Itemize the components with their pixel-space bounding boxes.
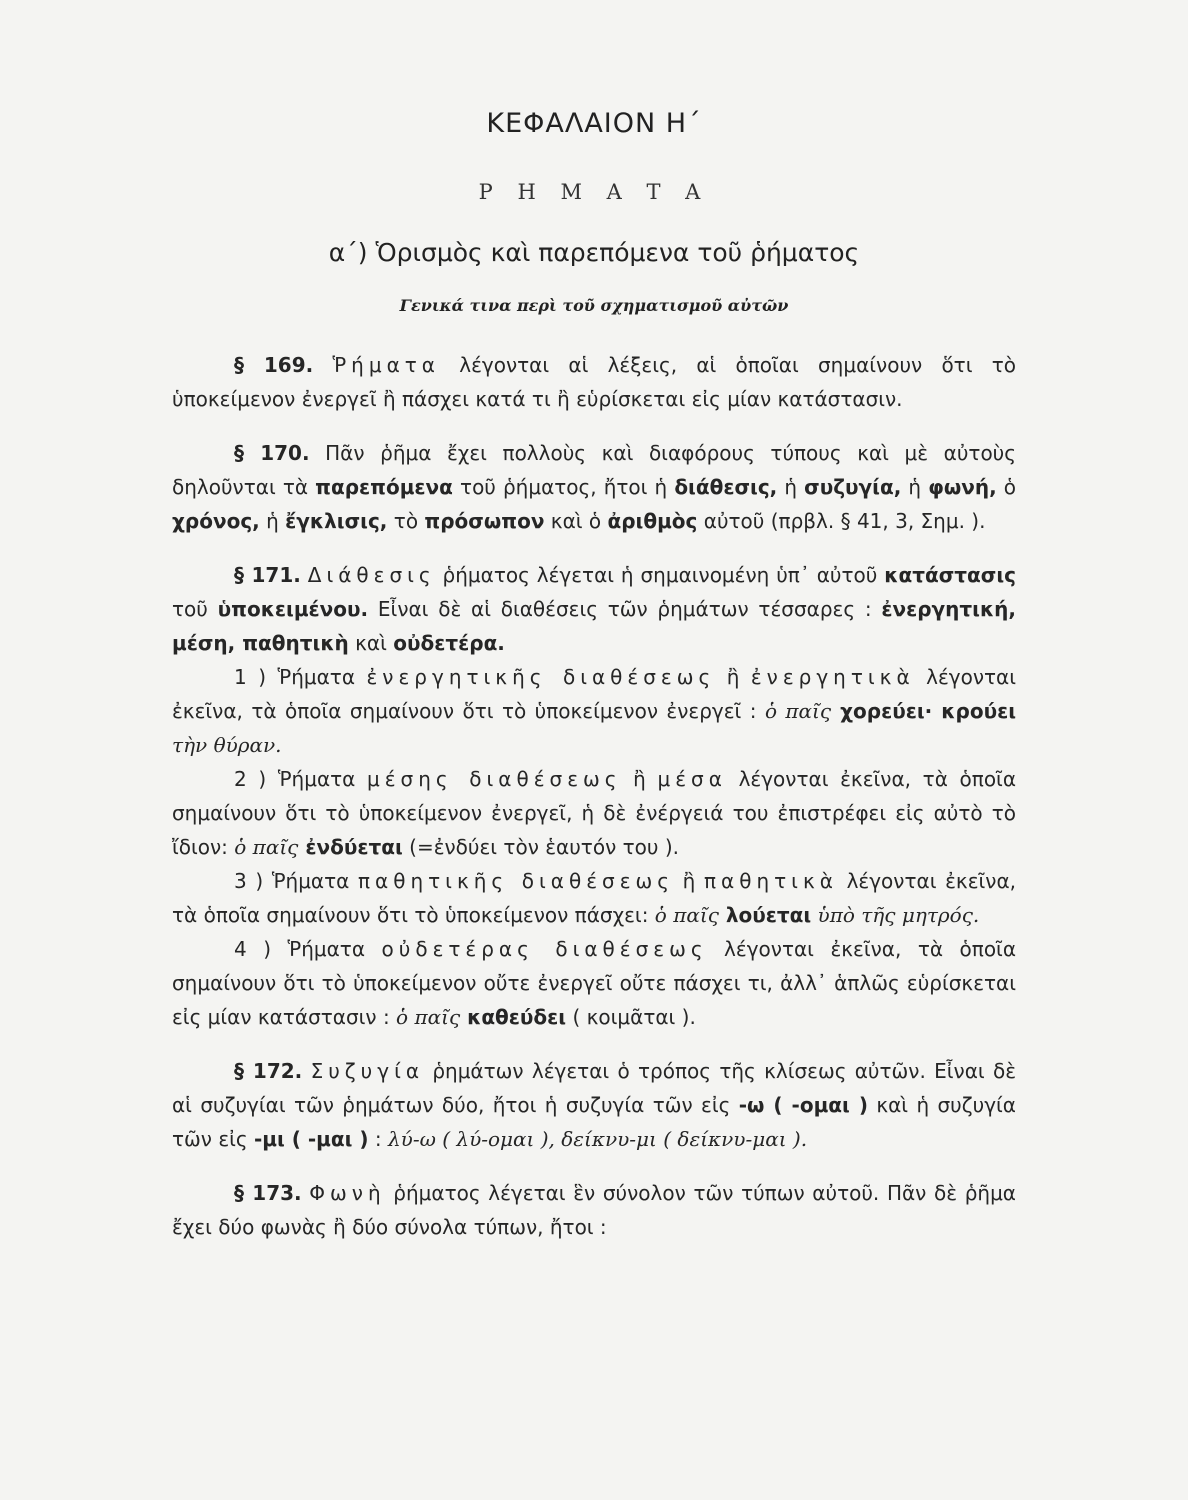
paragraph-text: λέγονται ἐκεῖνα, τὰ ὁποῖα σημαίνουν ὅτι τὸ ὑποκείμενον ἐνεργεῖ, ἡ δὲ ἐνέργειά του ἐπιστρέφει εἰς αὐτὸ τὸ ἴδιον: bbox=[172, 767, 1017, 859]
paragraph-text: λέγονται αἱ λέξεις, αἱ ὁποῖαι σημαίνουν ὅτι τὸ ὑποκείμενον ἐνεργεῖ ἢ πάσχει κατά τι ἢ εὑρίσκεται εἰς μίαν κατάστασιν. bbox=[172, 353, 1017, 411]
bold-term: συζυγία, bbox=[804, 475, 902, 499]
bold-term: -ω ( -ομαι ) bbox=[738, 1093, 868, 1117]
bold-term: χορεύει· κρούει bbox=[831, 699, 1016, 723]
paragraph-text: τὸ bbox=[387, 509, 425, 533]
paragraph-text: Εἶναι δὲ αἱ διαθέσεις τῶν ῥημάτων τέσσαρες : bbox=[368, 597, 882, 621]
paragraph-text: καὶ ἡ συζυγία τῶν εἰς bbox=[172, 1093, 1016, 1151]
bold-term: ἐνεργητική, μέση, παθητικὴ bbox=[172, 597, 1016, 655]
paragraph-text: λέγονται ἐκεῖνα, τὰ ὁποῖα σημαίνουν ὅτι τὸ ὑποκείμενον οὔτε ἐνεργεῖ οὔτε πάσχει τι, ἀλλ᾽ ἁπλῶς εὑρίσκεται εἰς μίαν κατάστασιν : bbox=[172, 937, 1017, 1029]
bold-term: ὑποκειμένου. bbox=[217, 597, 369, 621]
italic-example: ὁ παῖς bbox=[396, 1005, 461, 1029]
section-number: § 170. bbox=[234, 441, 310, 465]
spaced-term: ἐνεργητικῆς διαθέσεως bbox=[366, 665, 716, 689]
italic-example: ὑπὸ τῆς μητρός. bbox=[811, 903, 980, 927]
paragraph-text: 1 ) Ῥήματα bbox=[234, 665, 367, 689]
paragraph-text: ἡ bbox=[901, 475, 929, 499]
paragraph-text: ἢ bbox=[715, 665, 751, 689]
spaced-term: παθητικῆς διαθέσεως bbox=[358, 869, 675, 893]
paragraph-text: τοῦ ῥήματος, ἤτοι ἡ bbox=[452, 475, 675, 499]
paragraph-text: ἢ bbox=[674, 869, 704, 893]
paragraph-171 bbox=[172, 558, 1016, 660]
paragraph-169 bbox=[172, 348, 1016, 416]
spaced-term: μέσα bbox=[657, 767, 727, 791]
paragraph-text: ( κοιμᾶται ). bbox=[566, 1005, 696, 1029]
italic-example: τὴν θύραν. bbox=[172, 733, 282, 757]
paragraph-text: ῥήματος λέγεται ἓν σύνολον τῶν τύπων αὐτοῦ. Πᾶν δὲ ῥῆμα ἔχει δύο φωνὰς ἢ δύο σύνολα τύπων, ἤτοι : bbox=[172, 1181, 1016, 1239]
paragraph-170 bbox=[172, 436, 1016, 538]
section-number: § 173. bbox=[234, 1181, 302, 1205]
paragraph-text: καὶ ὁ bbox=[544, 509, 608, 533]
paragraph-text: ἢ bbox=[621, 767, 658, 791]
paragraph-text: Πᾶν ῥῆμα ἔχει πολλοὺς καὶ διαφόρους τύπους καὶ μὲ αὐτοὺς δηλοῦνται τὰ bbox=[172, 441, 1016, 499]
paragraph-text: : bbox=[368, 1127, 388, 1151]
section-number: § 169. bbox=[234, 353, 314, 377]
bold-term: πρόσωπον bbox=[424, 509, 545, 533]
paragraph-text: ἡ bbox=[259, 509, 286, 533]
italic-example: ὁ παῖς bbox=[764, 699, 832, 723]
defined-term: Φωνὴ bbox=[309, 1181, 386, 1205]
bold-term: διάθεσις, bbox=[674, 475, 778, 499]
paragraph-text: τοῦ bbox=[172, 597, 218, 621]
subsection-2 bbox=[172, 762, 1016, 864]
paragraph-text: ἡ bbox=[777, 475, 805, 499]
part-heading: Ρ Η Μ Α Τ Α bbox=[478, 180, 710, 204]
subsection-1 bbox=[172, 660, 1016, 762]
paragraph-text: αὐτοῦ (πρβλ. § 41, 3, Σημ. ). bbox=[697, 509, 986, 533]
bold-term: οὐδετέρα. bbox=[393, 631, 505, 655]
italic-example: ὁ παῖς bbox=[234, 835, 299, 859]
section-title: α΄) Ὁρισμὸς καὶ παρεπόμενα τοῦ ῥήματος bbox=[328, 238, 860, 267]
bold-term: ἔγκλισις, bbox=[285, 509, 388, 533]
subsection-3 bbox=[172, 864, 1016, 932]
subsection-4 bbox=[172, 932, 1016, 1034]
bold-term: καθεύδει bbox=[460, 1005, 567, 1029]
paragraph-text: λέγονται ἐκεῖνα, τὰ ὁποῖα σημαίνουν ὅτι τὸ ὑποκείμενον ἐνεργεῖ : bbox=[172, 665, 1017, 723]
spaced-term: ἐνεργητικὰ bbox=[750, 665, 915, 689]
spaced-term: μέσης διαθέσεως bbox=[367, 767, 622, 791]
spaced-term: παθητικὰ bbox=[704, 869, 838, 893]
paragraph-text: 3 ) Ῥήματα bbox=[234, 869, 358, 893]
bold-term: ἐνδύεται bbox=[298, 835, 403, 859]
spaced-term: οὐδετέρας διαθέσεως bbox=[381, 937, 708, 961]
bold-term: φωνή, bbox=[928, 475, 997, 499]
defined-term: Ῥήματα bbox=[332, 353, 440, 377]
bold-term: -μι ( -μαι ) bbox=[254, 1127, 369, 1151]
section-number: § 171. bbox=[234, 563, 301, 587]
section-number: § 172. bbox=[234, 1059, 303, 1083]
paragraph-172 bbox=[172, 1054, 1016, 1156]
bold-term: ἀριθμὸς bbox=[607, 509, 698, 533]
bold-term: χρόνος, bbox=[172, 509, 260, 533]
bold-term: λούεται bbox=[718, 903, 812, 927]
paragraph-text: ὁ bbox=[996, 475, 1017, 499]
italic-example: λύ-ω ( λύ-ομαι ), δείκνυ-μι ( δείκνυ-μαι ). bbox=[387, 1127, 808, 1151]
defined-term: Διάθεσις bbox=[307, 563, 436, 587]
body-text bbox=[172, 348, 1016, 1244]
paragraph-text: ῥημάτων λέγεται ὁ τρόπος τῆς κλίσεως αὐτῶν. Εἶναι δὲ αἱ συζυγίαι τῶν ῥημάτων δύο, ἤτοι ἡ συζυγία τῶν εἰς bbox=[172, 1059, 1017, 1117]
paragraph-text: ῥήματος λέγεται ἡ σημαινομένη ὑπ᾽ αὐτοῦ bbox=[435, 563, 885, 587]
paragraph-text: (=ἐνδύει τὸν ἑαυτόν του ). bbox=[402, 835, 679, 859]
section-subtitle: Γενικά τινα περὶ τοῦ σχηματισμοῦ αὐτῶν bbox=[399, 296, 789, 315]
paragraph-text: 4 ) Ῥήματα bbox=[234, 937, 382, 961]
bold-term: παρεπόμενα bbox=[315, 475, 453, 499]
paragraph-173 bbox=[172, 1176, 1016, 1244]
bold-term: κατάστασις bbox=[884, 563, 1017, 587]
chapter-heading: ΚΕΦΑΛΑΙΟΝ Η΄ bbox=[486, 108, 702, 139]
defined-term: Συζυγία bbox=[310, 1059, 425, 1083]
italic-example: ὁ παῖς bbox=[654, 903, 719, 927]
paragraph-text: καὶ bbox=[348, 631, 394, 655]
paragraph-text: 2 ) Ῥήματα bbox=[234, 767, 368, 791]
paragraph-text: λέγονται ἐκεῖνα, τὰ ὁποῖα σημαίνουν ὅτι τὸ ὑποκείμενον πάσχει: bbox=[172, 869, 1016, 927]
